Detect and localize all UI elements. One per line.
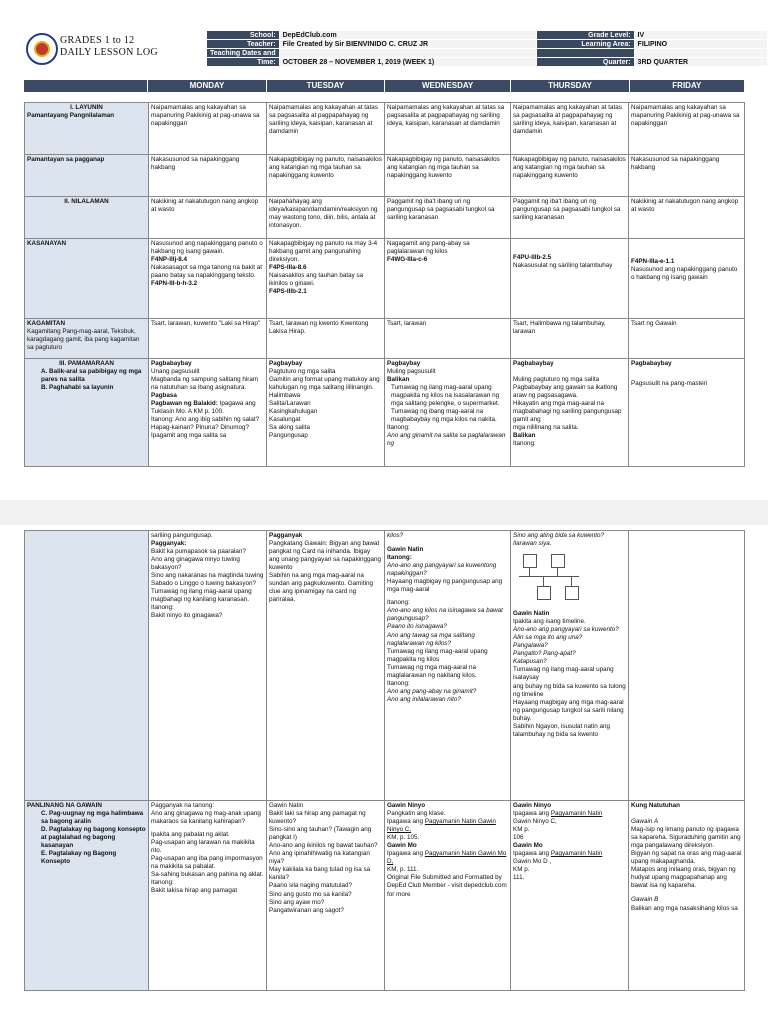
row-pagganyak: sariling pangungusap. Pagganyak: Bakit ka pumapasok sa paaralan? Ano ang ginagawa ninyo tuwing bakasyon? Sino ang nakaranas na magtinda tuwing Sabado o Linggo o tuwing bakasyon? Tumawag ng ilang mag-aaral upang magbahagi ng kanilang karanasan. Itanong: Bakit ninyo ito ginagawa? Pagganyak Pangkatang Gawain: Bigyan ang bawat pangkat ng Card na inihanda. Ibigay ang unang pangyayari sa napakinggang kuwento Sabihin na ang mga mag-aaral na sundan ang pagkukuwento. Gamiting clue ang ipinamigay na card ng pariralaa. kilos? Gawin Natin Itanong: Ano-ano ang pangyayari sa kuwentong napakinggan? Hayaang magbigay ng pangungusap ang mga mag-aaral Itanong: Ano-ano ang kilos na isinagawa sa bawat pangungusap? Paano ito isinagawa? Ano ang tawag sa mga salitang naglalarawan ng kilos? Tumawag ng ilang mag-aaral upang magpakita ng kilos Tumawag ng mga mag-aaral na maglalarawan ng nakitang kilos. Itanong: Ano ang pang-abay na ginamit? Ano ang inilalarawan nito? Sino ang ating bida sa kuwento? Ilarawan siya. Gawin Natin Ipakita ang isang timeline. Ano-ano ang pangyayari sa kuwento? Alin sa mga ito ang una? Pangalawa? Pangatlo? Pang-apat? Katapusan? Tumawag ng ilang mag-aaral upang isalaysay ang buhay ng bida sa kuwento sa tulong ng timeline Hayaang magbigay ang mga mag-aaral ng pangungusap tungkol sa sarili nilang buhay. Sabihin Ngayon, isusulat natin ang talambuhay ng bida sa kwento [25, 531, 745, 801]
header [24, 30, 744, 70]
dates-label-2: Time: [207, 58, 280, 67]
nilalaman-mon: Nakikinig at nakatutugon nang angkop at wasto [149, 197, 267, 239]
header-info-table [206, 30, 768, 67]
day-tuesday: TUESDAY [266, 80, 384, 92]
lesson-log-page-2 [0, 525, 768, 1024]
lesson-log-page-1 [0, 0, 768, 500]
quarter-value: 3RD QUARTER [634, 58, 767, 67]
day-wednesday: WEDNESDAY [384, 80, 510, 92]
kagamitan-sub-label: Kagamitang Pang-mag-aaral, Teksbuk, karagdagang gamit, iba pang kagamitan sa pagtuturo [27, 328, 140, 352]
code: F4PU-IIIb-2.5 [513, 254, 552, 261]
code: F4PS-IIIa-8.6 [269, 264, 307, 272]
row-pagganap [25, 155, 745, 197]
nilalaman-wed: Paggamit ng iba't ibang uri ng pangungusap sa pagsasabi tungkol sa sariling karanasan [385, 197, 511, 239]
pagganap-wed: Nakapagbibigay ng panuto, naisasakilos ang katangian ng mga tauhan sa napakinggang kuwento [385, 155, 511, 197]
school-label: School: [207, 31, 280, 40]
row-kagamitan [25, 319, 745, 359]
title-grades: GRADES 1 to 12 [60, 35, 135, 46]
source-note: Original File Submitted and Formatted by DepEd Club Member - visit depedclub.com for more [387, 874, 507, 898]
row-kasanayan: KASANAYAN Nasusunod ang napakinggang panuto o hakbang ng isang gawain. F4NP-IIIj-8.4 Nakasasagot sa mga tanong na bakit at paano batay sa napakinggang teksto. F4PN-III-b-h-3.2 Nakapagbibigay ng panuto na may 3-4 hakbang gamit ang pangunahing direksiyon. F4PS-IIIa-8.6 Naisasakilos ang tauhan batay sa ikinilos o ginawi. F4PS-IIIb-2.1 Nagagamit ang pang-abay sa paglalarawan ng kilos F4WG-IIIa-c-6 F4PU-IIIb-2.5 Nakasusulat ng sariling talambuhay F4PN-IIIa-e-1.1 Nasusunod ang napakinggang panuto o hakbang ng isang gawain [25, 239, 745, 319]
layunin-mon: Naipamamalas ang kakayahan sa mapanuring Pakikinig at pag-unawa sa napakinggan [149, 103, 267, 155]
day-thursday: THURSDAY [510, 80, 628, 92]
kagamitan-tue: Tsart, larawan ng kwento Kwentong Lakisa Hirap. [267, 319, 385, 359]
page-gap [0, 500, 768, 525]
kagamitan-label: KAGAMITAN [27, 320, 66, 327]
pagganap-tue: Nakapagbibigay ng panuto, naisasakilos ang katangian ng mga tauhan sa napakinggang kuwento [267, 155, 385, 197]
school-value: DepEdClub.com [279, 31, 536, 40]
grade-label: Grade Level: [536, 31, 634, 40]
kasanayan-label: KASANAYAN [25, 239, 149, 319]
teacher-label: Teacher: [207, 40, 280, 49]
code: F4PS-IIIb-2.1 [269, 288, 307, 296]
pamamaraan-label: III. PAMAMARAAN [59, 360, 114, 367]
day-monday: MONDAY [147, 80, 265, 92]
day-friday: FRIDAY [629, 80, 744, 92]
layunin-fri: Naipamamalas ang kakayahan sa mapanuring Pakikinig at pag-unawa sa napakinggan [629, 103, 745, 155]
grade-value: IV [634, 31, 767, 40]
timeline-diagram [517, 554, 585, 606]
lesson-table-page2 [24, 530, 745, 991]
kagamitan-thu: Tsart, Halimbawa ng talambuhay, larawan [511, 319, 629, 359]
row-nilalaman [25, 197, 745, 239]
title-daily-lesson-log: DAILY LESSON LOG [60, 47, 158, 58]
pagganap-mon: Nakasusunod sa napakinggang hakbang [149, 155, 267, 197]
deped-seal-icon [26, 33, 58, 65]
lesson-table-page1 [24, 102, 745, 467]
layunin-tue: Naipamamalas ang kakayahan at tatas sa pagsasalita at pagpapahayag ng sariling ideya, kaisipan, karanasan at damdamin [267, 103, 385, 155]
kagamitan-fri: Tsart ng Gawain [629, 319, 745, 359]
row-layunin [25, 103, 745, 155]
nilalaman-label: II. NILALAMAN [25, 197, 149, 239]
nilalaman-thu: Paggamit ng iba't ibang uri ng pangungusap sa pagsasabi tungkol sa sariling karanasan [511, 197, 629, 239]
pagganap-label: Pamantayan sa pagganap [25, 155, 149, 197]
row-panlinang: PANLINANG NA GAWAIN C. Pag-uugnay ng mga halimbawa sa bagong aralin D. Pagtalakay ng bagong konsepto at paglalahad ng bagong kasanayan E. Pagtalakay ng Bagong Konsepto Pagganyak na tanong: Ano ang ginagawa ng mag-anak upang makaraos sa kanilang kahirapan? Ipakita ang pabalat ng aklat. Pag-usapan ang larawan na makikita rito. Pag-usapan ang iba pang impormasyon na makikita sa pabalat. Sa-sahing bukasan ang pahina ng aklat. Itanong: Bakit lakisa hirap ang pamagat Gawin Natin Bakit laki sa hirap ang pamagat ng kuwento? Sino-sino ang tauhan? (Tawagin ang pangkat I) Ano-ano ang ikinilos ng bawat tauhan? Ano ang ipinahihiwatig na katangian niya? May kakilala ka bang tulad ng isa sa kanila? Paano sila naging matutulad? Sino ang gusto mo sa kanila? Sino ang ayaw mo? Pangatwiranan ang sagot? Gawin Ninyo Pangkatin ang klase. Ipagawa ang Pagyamanin Natin Gawin Ninyo C, KM, p. 105. Gawin Mo Ipagawa ang Pagyamanin Natin Gawin Mo D, KM, p. 111. Original File Submitted and Formatted by DepEd Club Member - visit depedclub.com for more Gawin Ninyo Ipagawa ang Pagyamanin Natin Gawin Ninyo C, KM p. 106 Gawin Mo Ipagawa ang Pagyamanin Natin Gawin Mo D , KM p. 111. Kung Natutuhan Gawain A Mag-isip ng limang panuto ng ipagawa sa kapareha. Siguraduhing gamitin ang mga pangalawang direksiyon. Bigyan ng sapat na oras ang mag-aaral upang makapaghanda. Matapos ang inilaang oras, bigyan ng hudyat upang magpapahanap ang bawat isa ng kapareha. Gawain B Balikan ang mga nasaksihang kilos sa [25, 801, 745, 991]
pagganap-fri: Nakasusunod sa napakinggang hakbang [629, 155, 745, 197]
nilalaman-tue: Naipahahayag ang ideya/kaisipan/damdamin/reaksiyon ng may wastong tono, diin, bilis, antala at intonasyon. [267, 197, 385, 239]
panlinang-label: PANLINANG NA GAWAIN [27, 802, 102, 809]
kagamitan-wed: Tsart, larawan [385, 319, 511, 359]
quarter-label: Quarter: [536, 58, 634, 67]
area-value: FILIPINO [634, 40, 767, 49]
kagamitan-mon: Tsart, larawan, kuwento "Laki sa Hirap" [149, 319, 267, 359]
layunin-label: I. LAYUNIN [70, 104, 103, 111]
dates-label-1: Teaching Dates and [207, 49, 280, 58]
teacher-value: File Created by Sir BIENVINIDO C. CRUZ JR [279, 40, 536, 49]
pagganap-thu: Nakapagbibigay ng panuto, naisasakilos ang katangian ng mga tauhan sa napakinggang kuwento [511, 155, 629, 197]
pamantayang-label: Pamantayang Pangnilalaman [27, 112, 115, 120]
code: F4NP-IIIj-8.4 [151, 256, 188, 264]
code: F4PN-IIIa-e-1.1 [631, 258, 675, 265]
nilalaman-fri: Nakikinig at nakatutugon nang angkop at wasto [629, 197, 745, 239]
code: F4PN-III-b-h-3.2 [151, 280, 198, 288]
layunin-wed: Naipamamalas ang kakayahan at tatas sa pagsasalita at pagpapahayag ng sariling ideya, kaisipan, karanasan at damdamin [385, 103, 511, 155]
day-header-row [24, 80, 744, 92]
row-pamamaraan: III. PAMAMARAAN A. Balik-aral sa pabibigay ng mga pares na salita B. Paghahabi sa layunin Pagbabaybay Unang pagsusulit Magbanda ng sampung salitang hiram na natutuhan sa ibang asignatura. Pagbasa Pagbawan ng Balakid: Ipagawa ang Tuklasin Mo. A KM p. 100. Itanong: Ano ang ibig sabihin ng salat? Hapag-kainan? Pinuna? Dinumog? Ipagamit ang mga salita sa Pagbaybay Pagtuturo ng mga salita Gamitin ang format upang matukoy ang kahulugan ng mga salitang ililinangin. Halimbawa Salita/Larawan Kasingkahulugan Kasalungat Sa aking salita Pangungusap Pagbaybay Muling pagsusulit Balikan Tumawag ng ilang mag-aaral upang magpakita ng kilos na isasalarawan ng mga salitang pelengke, o supermarket. Tumawag ng ibang mag-aaral na magbabaybay ng mga kilos na nakita. Itanong: Ano ang ginamit na salita sa paglalarawan ng Pagbabaybay Muling pagtuturo ng mga salita Pagbabaybay ang gawain sa ikatlong araw ng pagsasagawa. Hikayatin ang mga mag-aaral na magbabahagi ng sariling pangungusap gamit ang mga nililinang na salita. Balikan Itanong: Pagbabaybay Pagsusulit na pang-masteri [25, 359, 745, 467]
code: F4WG-IIIa-c-6 [387, 256, 428, 264]
area-label: Learning Area: [536, 40, 634, 49]
layunin-thu: Naipamamalas ang kakayahan at tatas sa pagsasalita at pagpapahayag ng sariling ideya, kaisipan, karanasan at damdamin [511, 103, 629, 155]
dates-value: OCTOBER 28 – NOVEMBER 1, 2019 (WEEK 1) [279, 58, 536, 67]
